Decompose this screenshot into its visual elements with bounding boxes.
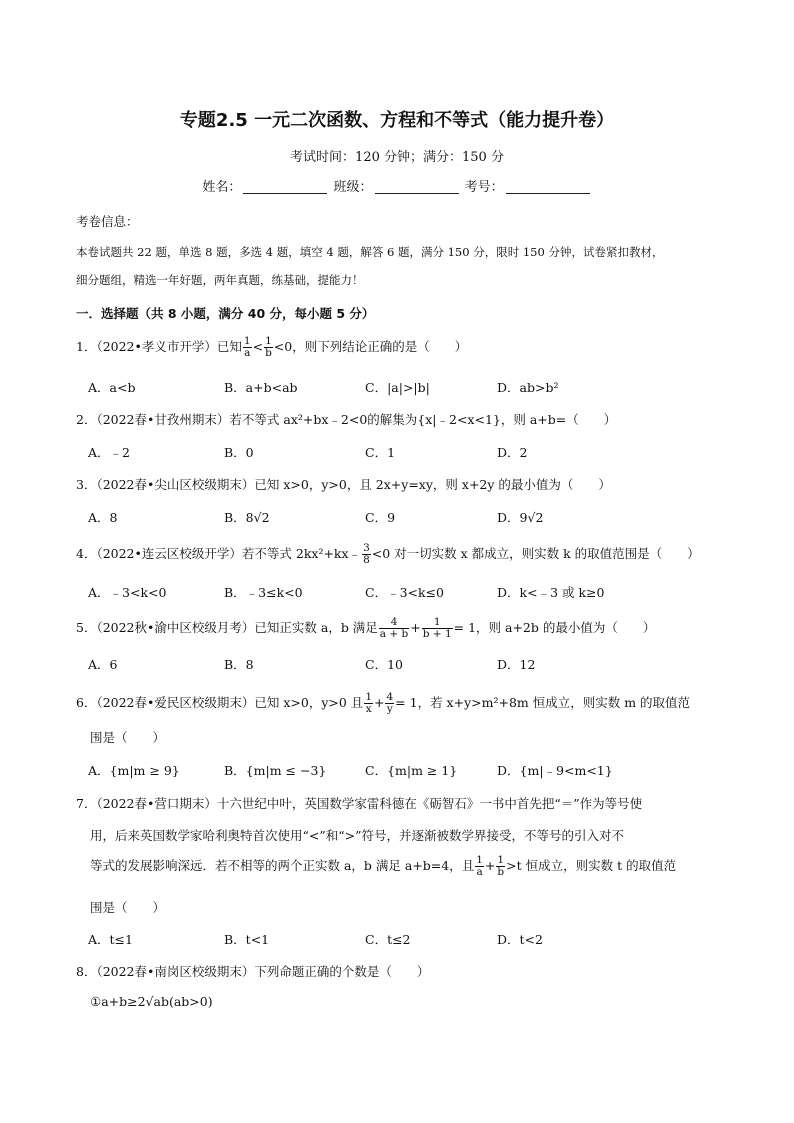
fraction: $\frac{1}{b}$ [265,335,272,359]
exam-info: 考试时间：120 分钟；满分：150 分 [290,150,504,165]
q6-option-a: A．{m|m ≥ 9} [88,763,180,778]
q7-option-d: D．t<2 [497,932,543,947]
question-7-line-1: 7．（2022春•营口期末）十六世纪中叶，英国数学家雷科德在《砺智石》一书中首先把“＝”作为等号使 [76,796,643,811]
q3-option-d: D．9√2 [497,510,544,525]
q3-option-b: B．8√2 [224,510,270,525]
q2-option-b: B．0 [224,445,254,460]
question-7-line-3: 等式的发展影响深远．若不相等的两个正实数 a，b 满足 a+b=4，且 $\frac{1}{a}$ + $\frac{1}{b}$ >t 恒成立，则实数 t 的取值范 [90,854,677,878]
q4-option-a: A．﹣3<k<0 [88,585,167,600]
q8-item-1: ①a+b≥2√ab(ab>0) [90,994,213,1009]
page-title: 专题2.5 一元二次函数、方程和不等式（能力提升卷） [179,110,615,131]
question-3: 3．（2022春•尖山区校级期末）已知 x>0，y>0，且 2x+y=xy，则 x+2y 的最小值为（ ） [76,477,611,492]
q5-stem-end: = 1，则 a+2b 的最小值为（ ） [453,620,656,635]
q4-stem-end: <0 对一切实数 x 都成立，则实数 k 的取值范围是（ ） [371,546,700,561]
fraction: $\frac{4}{y}$ [386,691,394,715]
fraction: $\frac{1}{b}$ [497,854,505,878]
question-5: 5．（2022秋•渝中区校级月考）已知正实数 a，b 满足 $\frac{4}{a + b}$ + $\frac{1}{b + 1}$ = 1，则 a+2b 的最小值为（ ） [76,616,656,640]
q4-stem: 4．（2022•连云区校级开学）若不等式 2kx²+kx﹣ [76,546,362,561]
q1-option-c: C．|a|>|b| [365,380,430,395]
name-blank [243,179,327,194]
number-blank [506,179,590,194]
fraction: $\frac{1}{a}$ [243,335,251,359]
q1-stem: 1．（2022•孝义市开学）已知 [76,339,242,354]
question-1: 1．（2022•孝义市开学）已知 $\frac{1}{a}$ < $\frac{1}{b}$ <0，则下列结论正确的是（ ） [76,335,468,359]
q2-option-a: A．﹣2 [88,445,130,460]
student-id-line [0,176,794,195]
notice-line-2: 细分题组，精选一年好题，两年真题，练基础，提能力！ [76,273,364,287]
q6-stem-end: = 1，若 x+y>m²+8m 恒成立，则实数 m 的取值范 [395,695,691,710]
q5-option-b: B．8 [224,657,254,672]
question-7-line-2: 用，后来英国数学家哈利奥特首次使用“<”和“>”符号，并逐渐被数学界接受，不等号的引入对不 [90,828,625,843]
notice-line-1: 本卷试题共 22 题，单选 8 题，多选 4 题，填空 4 题，解答 6 题，满分 150 分，限时 150 分钟，试卷紧扣教材， [76,245,664,259]
q1-option-d: D．ab>b² [497,380,559,395]
question-8: 8．（2022春•南岗区校级期末）下列命题正确的个数是（ ） [76,964,430,979]
q2-option-d: D．2 [497,445,528,460]
q6-option-b: B．{m|m ≤ −3} [224,763,327,778]
q6-option-d: D．{m|﹣9<m<1} [497,763,613,778]
q7-stem: 等式的发展影响深远．若不相等的两个正实数 a，b 满足 a+b=4，且 [90,858,475,873]
q7-option-c: C．t≤2 [365,932,411,947]
q1-option-a: A．a<b [88,380,136,395]
q7-option-a: A．t≤1 [88,932,133,947]
question-4 [76,543,700,566]
class-label: 班级： [333,180,373,195]
q5-option-a: A．6 [88,657,118,672]
notice-heading: 考卷信息： [76,214,139,229]
q7-stem-end: >t 恒成立，则实数 t 的取值范 [506,858,677,873]
fraction: $\frac{1}{a}$ [476,854,483,878]
fraction: $\frac{4}{a + b}$ [379,616,409,640]
q5-option-c: C．10 [365,657,403,672]
q4-option-d: D．k<﹣3 或 k≥0 [497,585,605,600]
fraction: $\frac{1}{b + 1}$ [422,616,452,640]
question-6-line-2: 围是（ ） [90,730,166,745]
q1-stem-end: <0，则下列结论正确的是（ ） [273,339,468,354]
fraction: $\frac{3}{8}$ [363,542,370,566]
number-label: 考号： [464,180,504,195]
q4-option-b: B．﹣3≤k<0 [224,585,303,600]
q4-option-c: C．﹣3<k≤0 [365,585,444,600]
q5-stem: 5．（2022秋•渝中区校级月考）已知正实数 a，b 满足 [76,620,378,635]
q6-stem: 6．（2022春•爱民区校级期末）已知 x>0，y>0 且 [76,695,364,710]
class-blank [375,179,459,194]
question-6: 6．（2022春•爱民区校级期末）已知 x>0，y>0 且 $\frac{1}{x}$ + $\frac{4}{y}$ = 1，若 x+y>m²+8m 恒成立，则实数 m 的取值范 [76,691,691,715]
fraction: $\frac{1}{x}$ [365,691,372,715]
q3-option-a: A．8 [88,510,118,525]
question-7-line-4: 围是（ ） [90,900,166,915]
q1-option-b: B．a+b<ab [224,380,298,395]
q5-option-d: D．12 [497,657,536,672]
q6-option-c: C．{m|m ≥ 1} [365,763,458,778]
q3-option-c: C．9 [365,510,396,525]
section-title: 一．选择题（共 8 小题，满分 40 分，每小题 5 分） [76,306,375,321]
q7-option-b: B．t<1 [224,932,270,947]
name-label: 姓名： [202,180,242,195]
q2-option-c: C．1 [365,445,396,460]
question-2: 2．（2022春•甘孜州期末）若不等式 ax²+bx﹣2<0的解集为{x|﹣2<x<1}，则 a+b=（ ） [76,412,617,427]
